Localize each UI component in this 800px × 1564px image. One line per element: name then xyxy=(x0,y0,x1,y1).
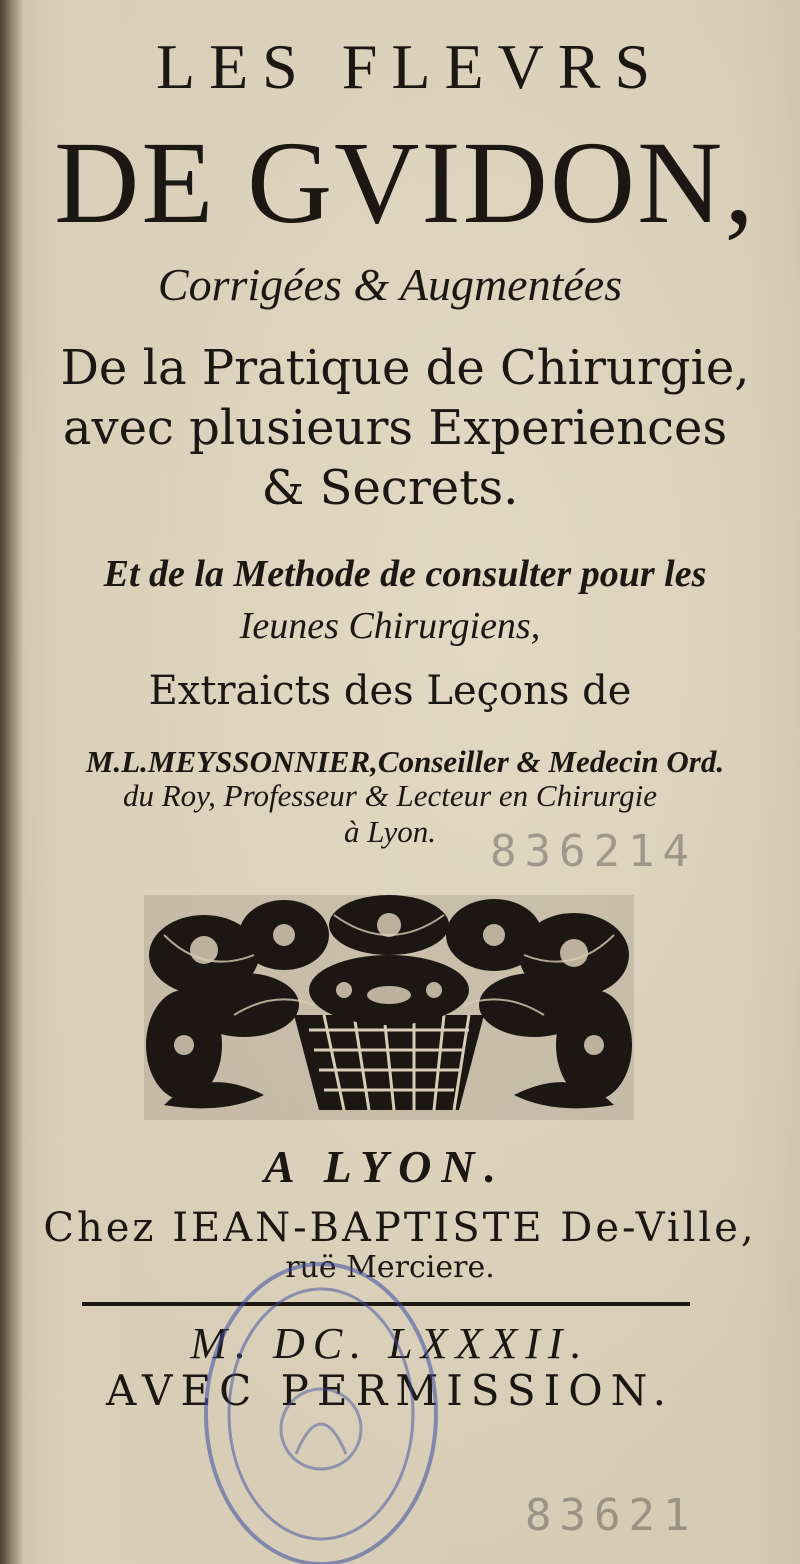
imprint-publisher: Chez IEAN-BAPTISTE De-Ville, xyxy=(43,1205,757,1251)
flower-basket-woodcut xyxy=(144,895,634,1120)
author-line-2: du Roy, Professeur & Lecteur en Chirurgie xyxy=(122,778,658,813)
author-line-3: à Lyon. xyxy=(343,814,437,849)
title-line-1: LES FLEVRS xyxy=(155,31,665,102)
subtitle-extraicts: Extraicts des Leçons de xyxy=(148,668,632,714)
shelfmark-upper: 836214 xyxy=(490,826,697,877)
subtitle-experiences: avec plusieurs Experiences xyxy=(62,400,728,456)
library-stamp xyxy=(196,1254,446,1564)
shelfmark-lower: 83621 xyxy=(525,1490,698,1541)
subtitle-chirurgiens: Ieunes Chirurgiens, xyxy=(239,605,541,647)
subtitle-corrigees: Corrigées & Augmentées xyxy=(157,259,623,310)
subtitle-pratique: De la Pratique de Chirurgie, xyxy=(60,340,750,396)
author-line-1: M.L.MEYSSONNIER,Conseiller & Medecin Ord. xyxy=(85,744,725,779)
subtitle-methode: Et de la Methode de consulter pour les xyxy=(103,553,707,595)
subtitle-secrets: & Secrets. xyxy=(261,460,519,516)
imprint-place: A LYON. xyxy=(263,1141,507,1192)
title-line-2: DE GVIDON, xyxy=(54,117,756,248)
imprint-year: M. DC. LXXXII. xyxy=(190,1319,590,1368)
imprint-street: ruë Merciere. xyxy=(285,1250,495,1285)
imprint-permission: AVEC PERMISSION. xyxy=(105,1366,675,1415)
